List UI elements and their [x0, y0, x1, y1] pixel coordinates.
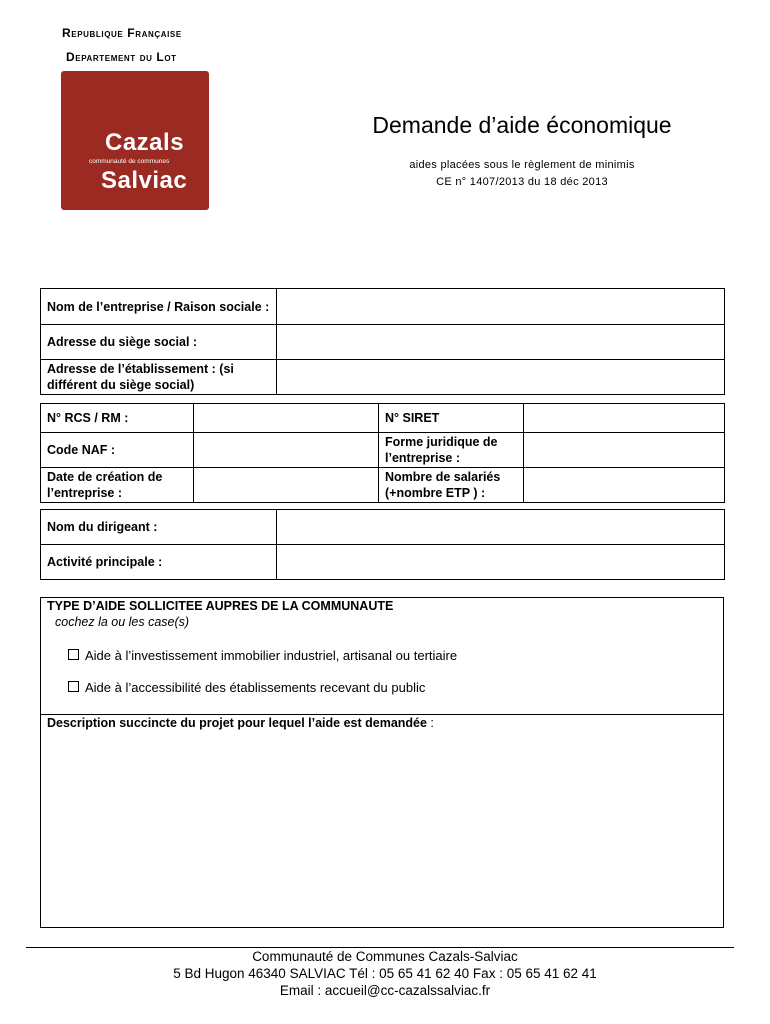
company-name-field[interactable]: [277, 289, 725, 325]
document-subtitle-reference: CE n° 1407/2013 du 18 déc 2013: [436, 176, 608, 188]
document-title: Demande d’aide économique: [372, 112, 672, 138]
aid-option-accessibility-label: Aide à l’accessibilité des établissements recevant du public: [85, 680, 426, 695]
footer-email: Email : accueil@cc-cazalssalviac.fr: [279, 983, 491, 998]
main-activity-field[interactable]: [277, 545, 725, 580]
logo-tagline: communauté de communes: [89, 158, 170, 165]
company-details-table: [40, 403, 725, 503]
naf-code-field[interactable]: [194, 433, 379, 468]
checkbox-investment[interactable]: [68, 649, 79, 660]
document-subtitle-regulation: aides placées sous le règlement de minimis: [409, 159, 635, 171]
cazals-salviac-logo: [61, 71, 209, 210]
footer-divider: [26, 947, 734, 948]
aid-type-heading: TYPE D’AIDE SOLLICITEE AUPRES DE LA COMMUNAUTE: [47, 599, 394, 613]
aid-option-investment-label: Aide à l’investissement immobilier industriel, artisanal ou tertiaire: [85, 648, 458, 663]
table-row: [41, 289, 725, 325]
section-divider: [41, 714, 723, 715]
manager-name-label: Nom du dirigeant :: [41, 510, 277, 545]
table-row: [41, 404, 725, 433]
logo-word-cazals: Cazals: [105, 129, 185, 156]
footer-address-phone: 5 Bd Hugon 46340 SALVIAC Tél : 05 65 41 62 40 Fax : 05 65 41 62 41: [173, 966, 597, 981]
project-description-colon: :: [426, 716, 434, 730]
manager-name-field[interactable]: [277, 510, 725, 545]
creation-date-label: Date de création de l’entreprise :: [41, 468, 194, 503]
table-row: [41, 468, 725, 503]
project-description-label-text: Description succincte du projet pour lequel l’aide est demandée: [47, 716, 427, 730]
employee-count-label: Nombre de salariés (+nombre ETP ) :: [379, 468, 524, 503]
table-row: [41, 433, 725, 468]
checkbox-accessibility[interactable]: [68, 681, 79, 692]
footer-organization: Communauté de Communes Cazals-Salviac: [252, 949, 518, 964]
table-row: [41, 360, 725, 395]
siret-label: N° SIRET: [379, 404, 524, 433]
establishment-address-label: Adresse de l’établissement : (si différent du siège social): [41, 360, 277, 395]
table-row: [41, 545, 725, 580]
header-republique: Republique Française: [62, 26, 182, 40]
table-row: [41, 510, 725, 545]
project-description-label: [47, 716, 434, 730]
aid-type-instruction: cochez la ou les case(s): [55, 615, 190, 629]
siret-field[interactable]: [524, 404, 725, 433]
head-office-address-field[interactable]: [277, 325, 725, 360]
aid-option-accessibility[interactable]: [68, 680, 425, 695]
establishment-address-field[interactable]: [277, 360, 725, 395]
table-row: [41, 325, 725, 360]
company-identity-table: [40, 288, 725, 395]
rcs-rm-field[interactable]: [194, 404, 379, 433]
main-activity-label: Activité principale :: [41, 545, 277, 580]
header-departement: Departement du Lot: [66, 50, 177, 64]
aid-option-investment[interactable]: [68, 648, 457, 663]
employee-count-field[interactable]: [524, 468, 725, 503]
company-name-label: Nom de l’entreprise / Raison sociale :: [41, 289, 277, 325]
head-office-address-label: Adresse du siège social :: [41, 325, 277, 360]
logo-word-salviac: Salviac: [101, 167, 188, 194]
naf-code-label: Code NAF :: [41, 433, 194, 468]
project-description-field[interactable]: [41, 734, 723, 927]
legal-form-field[interactable]: [524, 433, 725, 468]
legal-form-label: Forme juridique de l’entreprise :: [379, 433, 524, 468]
management-table: [40, 509, 725, 580]
rcs-rm-label: N° RCS / RM :: [41, 404, 194, 433]
creation-date-field[interactable]: [194, 468, 379, 503]
aid-request-section: [40, 597, 724, 928]
